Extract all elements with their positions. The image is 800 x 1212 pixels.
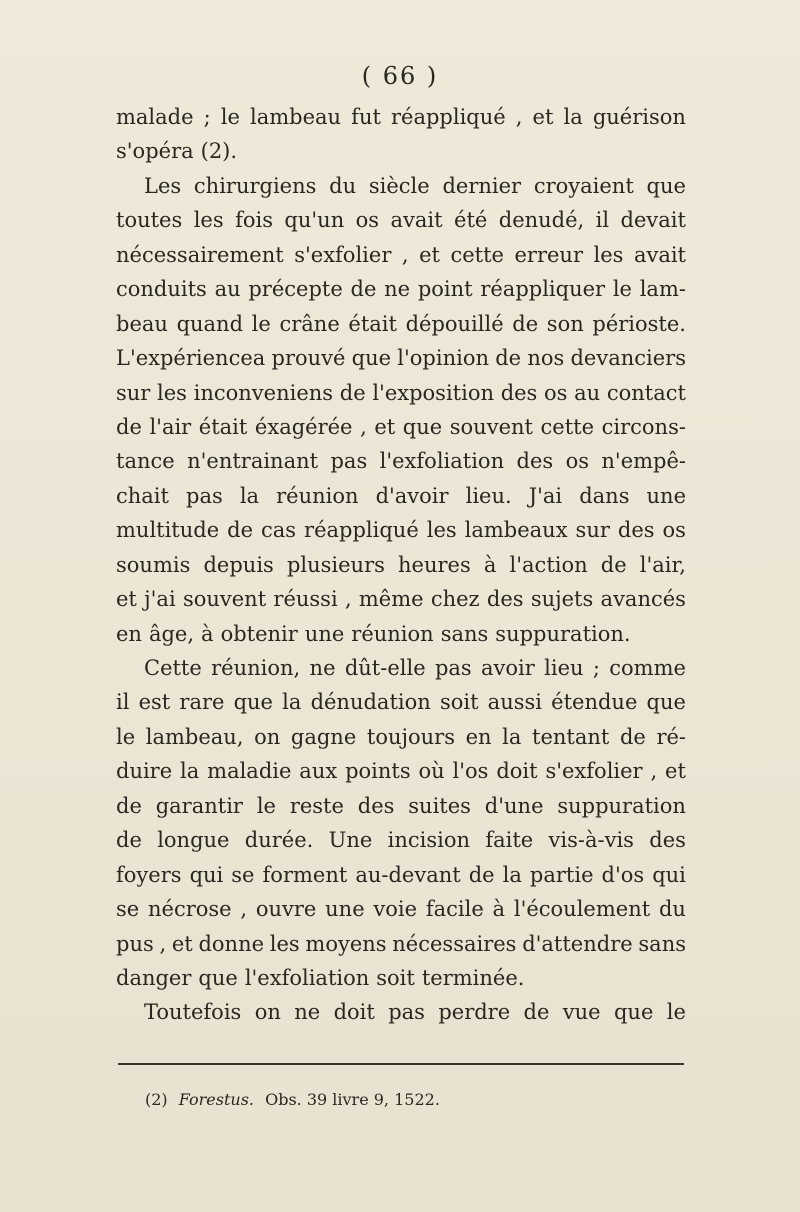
word: qu'un (284, 208, 345, 233)
word: le (666, 1000, 686, 1025)
word: précepte (248, 277, 343, 302)
word: la (239, 483, 260, 508)
word: d'une (484, 793, 544, 818)
word: Une (328, 828, 373, 853)
word: ré- (656, 724, 686, 749)
word: il (595, 208, 610, 233)
text-line (116, 617, 686, 651)
word: éxagérée (254, 414, 353, 439)
word: réunion (276, 483, 359, 508)
word: à (201, 621, 214, 646)
word: L'expériencea (116, 346, 266, 371)
word: et (374, 414, 396, 439)
word: au-devant (355, 862, 461, 887)
text-line (116, 685, 686, 719)
word: sujets (530, 587, 594, 612)
text-line (116, 444, 686, 478)
word: os (355, 208, 380, 233)
word: heures (398, 552, 471, 577)
word: que (233, 690, 273, 715)
word: beau (116, 311, 168, 336)
word: des (516, 449, 554, 474)
word: le (251, 311, 271, 336)
word: en (116, 621, 142, 646)
word: circons- (601, 414, 686, 439)
word: devait (620, 208, 686, 233)
word: les (157, 380, 187, 405)
word: faite (485, 828, 534, 853)
word: Cette (144, 656, 202, 680)
word: partie (529, 862, 594, 887)
word: tance (116, 449, 175, 474)
word: une (646, 483, 686, 508)
word: ; (203, 105, 211, 129)
footnote-reference: Obs. 39 livre 9, 1522. (265, 1090, 440, 1109)
word: l'action (509, 552, 588, 577)
word: d'attendre (522, 931, 633, 956)
word: toujours (366, 724, 455, 749)
text-line (116, 961, 686, 995)
page-number: ( 66 ) (361, 62, 439, 90)
word: que (351, 346, 392, 371)
word: des (357, 793, 395, 818)
footnote-number: (2) (145, 1090, 168, 1109)
word: nécrose (148, 897, 232, 922)
text-line (116, 651, 686, 685)
word: sur (116, 380, 151, 405)
text-line (116, 754, 686, 788)
word: os (662, 518, 686, 543)
word: sans (638, 931, 686, 956)
word: des (486, 587, 524, 612)
word: l'air, (639, 552, 686, 577)
text-line (116, 272, 686, 306)
footnote (145, 1090, 446, 1109)
word: pas (434, 656, 472, 680)
word: le (220, 105, 240, 129)
text-line (116, 203, 686, 237)
word: chirurgiens (193, 173, 317, 198)
word: suppuration (557, 793, 686, 818)
word: de (512, 311, 539, 336)
footnote-divider (118, 1063, 684, 1065)
text-line (116, 927, 686, 961)
word: durée. (244, 828, 314, 853)
word: on (254, 724, 281, 749)
word: multitude (116, 518, 220, 543)
word: souvent (449, 414, 533, 439)
word: du (658, 897, 686, 922)
word: que (613, 1000, 654, 1025)
word: la (180, 759, 200, 784)
text-line (116, 238, 686, 272)
word: dût-elle (344, 656, 426, 680)
word: conduits (116, 277, 207, 302)
word: de (619, 724, 646, 749)
word: réappliqué (391, 105, 506, 129)
word: lam- (639, 277, 686, 302)
word: erreur (514, 242, 583, 267)
word: , (515, 105, 523, 129)
word: de (116, 828, 142, 853)
text-line (116, 169, 686, 203)
text-line (116, 513, 686, 547)
word: de (227, 518, 254, 543)
word: soit (376, 965, 415, 990)
word: où (418, 759, 445, 784)
word: et (665, 759, 686, 784)
text-line (116, 341, 686, 375)
word: avait (390, 208, 443, 233)
word: avoir (481, 656, 535, 680)
word: s'exfolier (545, 759, 643, 784)
word: perdre (438, 1000, 511, 1025)
word: points (345, 759, 411, 784)
word: à (483, 552, 497, 577)
word: suites (408, 793, 471, 818)
text-line (116, 100, 686, 134)
word: obtenir (220, 621, 298, 646)
word: étendue (551, 690, 638, 715)
word: (2). (200, 139, 238, 164)
word: soit (439, 690, 479, 715)
text-line (116, 892, 686, 926)
word: duire (116, 759, 173, 784)
word: le (116, 724, 136, 749)
word: prouvé (271, 346, 346, 371)
word: os (565, 449, 589, 474)
word: lambeau, (145, 724, 244, 749)
word: une (325, 897, 365, 922)
word: longue (157, 828, 230, 853)
word: crâne (279, 311, 340, 336)
word: facile (425, 897, 484, 922)
word: croyaient (533, 173, 634, 198)
word: cette (540, 414, 595, 439)
word: ne (294, 1000, 321, 1025)
word: se (231, 862, 255, 887)
word: chez (430, 587, 480, 612)
word: de (116, 414, 142, 439)
word: et (532, 105, 554, 129)
word: le (256, 793, 276, 818)
word: pas (186, 483, 223, 508)
text-line (116, 307, 686, 341)
word: réappliqué (304, 518, 419, 543)
word: dernier (442, 173, 522, 198)
word: la (502, 862, 522, 887)
word: , (360, 414, 367, 439)
word: j'ai (144, 587, 176, 612)
word: et (171, 931, 193, 956)
word: dénudation (310, 690, 431, 715)
word: lieu (544, 656, 584, 680)
word: l'os (452, 759, 489, 784)
word: ; (592, 656, 600, 680)
word: siècle (368, 173, 430, 198)
word: du (329, 173, 357, 198)
word: au (574, 380, 601, 405)
word: ouvre (255, 897, 317, 922)
word: doit (496, 759, 538, 784)
word: l'écoulement (513, 897, 651, 922)
word: maladie (207, 759, 292, 784)
word: nécessairement (116, 242, 284, 267)
word: les (193, 208, 224, 233)
word: aux (299, 759, 338, 784)
text-line (116, 858, 686, 892)
word: aussi (487, 690, 542, 715)
word: pus (116, 931, 154, 956)
word: Les (144, 173, 182, 198)
word: lambeaux (464, 518, 568, 543)
word: sans (440, 621, 489, 646)
word: s'opéra (116, 139, 194, 164)
word: malade (116, 105, 194, 129)
text-line (116, 548, 686, 582)
word: fois (235, 208, 273, 233)
word: de (600, 552, 627, 577)
word: qui (189, 862, 224, 887)
word: réappliquer (480, 277, 606, 302)
word: son (546, 311, 584, 336)
word: point (417, 277, 473, 302)
word: que (198, 965, 238, 990)
text-line (116, 134, 686, 168)
word: que (646, 173, 686, 198)
word: guérison (592, 105, 686, 129)
word: l'exfoliation (244, 965, 370, 990)
word: J'ai (528, 483, 563, 508)
word: réunion, (211, 656, 301, 680)
word: pas (330, 449, 368, 474)
word: de (523, 1000, 550, 1025)
word: l'exposition (372, 380, 494, 405)
word: même (358, 587, 424, 612)
word: donne (198, 931, 265, 956)
word: nécessaires (392, 931, 517, 956)
word: souvent (182, 587, 267, 612)
word: la (282, 690, 302, 715)
word: plusieurs (286, 552, 385, 577)
word: ne (309, 656, 336, 680)
word: garantir (155, 793, 243, 818)
word: la (563, 105, 583, 129)
word: foyers (116, 862, 182, 887)
footnote-author: Forestus. (178, 1090, 254, 1109)
word: n'entrainant (187, 449, 319, 474)
word: réunion (351, 621, 434, 646)
word: , (401, 242, 409, 267)
word: les (426, 518, 457, 543)
word: comme (609, 656, 686, 680)
word: inconveniens (193, 380, 334, 405)
text-line (116, 789, 686, 823)
text-line (116, 720, 686, 754)
word: au (214, 277, 241, 302)
word: était (198, 414, 248, 439)
word: terminée. (421, 965, 525, 990)
word: d'os (601, 862, 645, 887)
word: soumis (116, 552, 191, 577)
word: fut (351, 105, 381, 129)
word: nos (527, 346, 565, 371)
word: l'air (149, 414, 192, 439)
word: des (617, 518, 655, 543)
word: une (304, 621, 345, 646)
word: lieu. (465, 483, 512, 508)
text-line (116, 410, 686, 444)
word: se (116, 897, 140, 922)
word: moyens (305, 931, 387, 956)
word: avancés (600, 587, 686, 612)
word: gagne (290, 724, 357, 749)
word: de (495, 346, 522, 371)
word: cas (261, 518, 297, 543)
word: avait (633, 242, 686, 267)
word: périoste. (592, 311, 686, 336)
word: , (344, 587, 352, 612)
word: qui (652, 862, 686, 887)
word: les (269, 931, 300, 956)
word: était (348, 311, 397, 336)
word: vis-à-vis (548, 828, 634, 853)
word: est (138, 690, 171, 715)
word: vue (562, 1000, 601, 1025)
word: à (492, 897, 506, 922)
body-text (116, 100, 686, 1030)
word: voie (373, 897, 418, 922)
word: l'exfoliation (379, 449, 505, 474)
text-line (116, 376, 686, 410)
word: des (500, 380, 538, 405)
word: cette (450, 242, 504, 267)
word: quand (176, 311, 244, 336)
word: incision (387, 828, 470, 853)
word: dans (579, 483, 630, 508)
word: os (544, 380, 568, 405)
word: pas (388, 1000, 425, 1025)
text-line (116, 582, 686, 616)
word: toutes (116, 208, 183, 233)
word: s'exfolier (294, 242, 392, 267)
word: des (649, 828, 686, 853)
word: doit (333, 1000, 375, 1025)
word: il (116, 690, 130, 715)
word: que (402, 414, 443, 439)
word: reste (289, 793, 344, 818)
word: la (502, 724, 522, 749)
word: danger (116, 965, 192, 990)
text-line (116, 823, 686, 857)
word: devanciers (570, 346, 686, 371)
word: n'empê- (601, 449, 686, 474)
word: contact (606, 380, 686, 405)
word: sur (575, 518, 610, 543)
word: les (593, 242, 624, 267)
word: l'opinion (397, 346, 489, 371)
word: denudé, (498, 208, 585, 233)
word: de (350, 277, 377, 302)
word: , (159, 931, 167, 956)
word: Toutefois (144, 1000, 242, 1025)
word: que (646, 690, 686, 715)
word: , (650, 759, 658, 784)
word: ne (384, 277, 411, 302)
word: lambeau (250, 105, 342, 129)
text-line (116, 995, 686, 1029)
text-line (116, 479, 686, 513)
word: de (116, 793, 142, 818)
word: , (240, 897, 248, 922)
word: de (468, 862, 495, 887)
word: en (465, 724, 492, 749)
word: âge, (148, 621, 195, 646)
word: tentant (532, 724, 610, 749)
word: et (419, 242, 440, 267)
word: chait (116, 483, 169, 508)
word: on (254, 1000, 281, 1025)
word: d'avoir (375, 483, 449, 508)
word: depuis (203, 552, 274, 577)
word: forment (262, 862, 348, 887)
word: dépouillé (405, 311, 504, 336)
word: rare (179, 690, 225, 715)
word: et (116, 587, 137, 612)
word: le (612, 277, 632, 302)
word: réussi (273, 587, 338, 612)
word: suppuration. (495, 621, 631, 646)
word: été (454, 208, 488, 233)
word: de (339, 380, 366, 405)
